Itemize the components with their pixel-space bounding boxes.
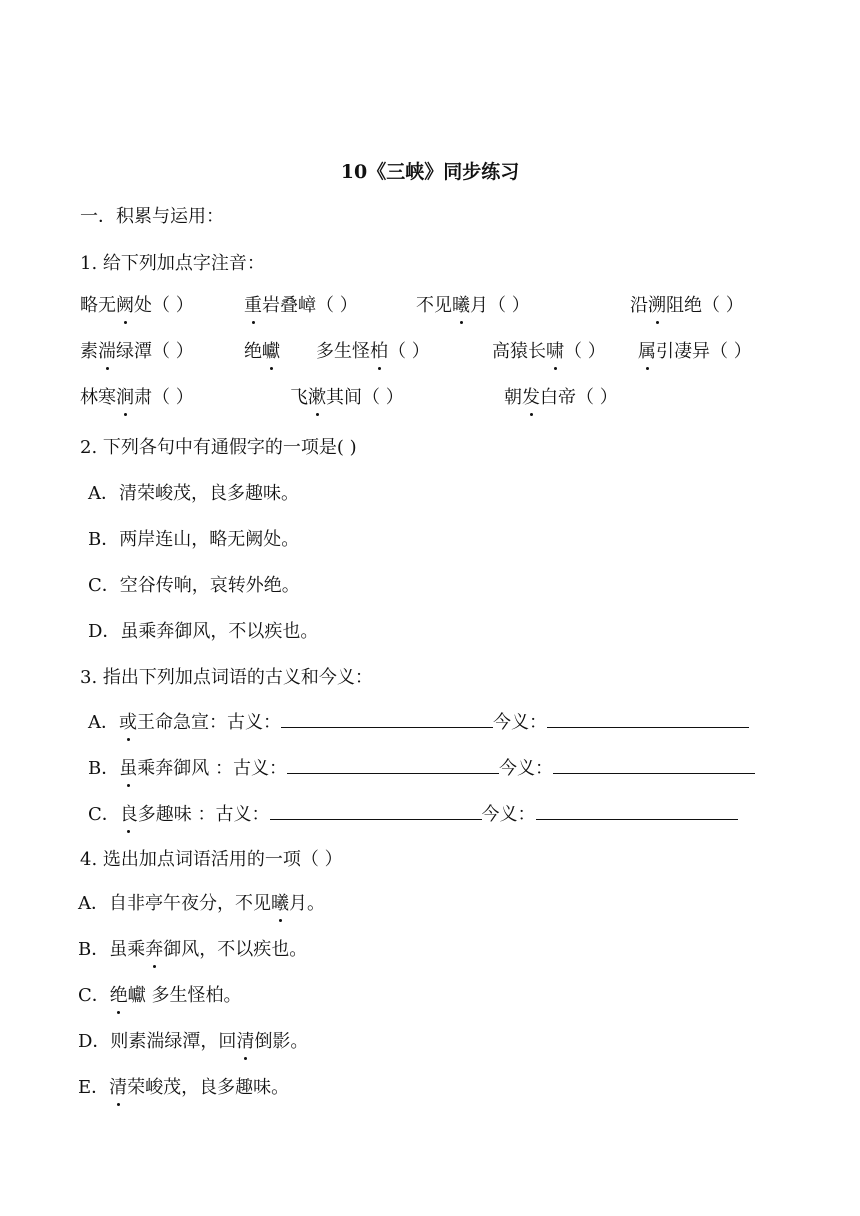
q4-option-a: A．自非亭午夜分，不见曦月。 — [78, 893, 325, 914]
dotted-char: 湍 — [98, 341, 116, 362]
dotted-char: 溯 — [648, 295, 666, 316]
q3-item-c: C．良多趣味 ：古义： 今义： — [88, 801, 738, 827]
dotted-char: 清 — [109, 1077, 128, 1098]
dotted-char: 漱 — [308, 387, 326, 408]
answer-blank[interactable] — [553, 755, 755, 774]
q3-item-a: A．或王命急宣：古义： 今义： — [88, 709, 749, 735]
answer-blank[interactable] — [536, 801, 738, 820]
answer-blank[interactable] — [281, 709, 493, 728]
option-a: A．清荣峻茂，良多趣味。 — [88, 483, 299, 504]
q4-option-b: B．虽乘奔御风，不以疾也。 — [78, 939, 308, 960]
dotted-char: 发 — [522, 387, 540, 408]
dotted-char: 涧 — [116, 387, 134, 408]
option-c: C．空谷传响，哀转外绝。 — [88, 575, 300, 596]
q4-option-d: D．则素湍绿潭，回清倒影。 — [78, 1031, 309, 1052]
pinyin-item: 朝发白帝（ ） — [504, 387, 618, 408]
dotted-char: 奔 — [145, 939, 164, 960]
question-2-stem: 2. 下列各句中有通假字的一项是( ) — [80, 437, 357, 458]
pinyin-item: 略无阙处（ ） — [80, 295, 194, 316]
q4-option-e: E．清荣峻茂，良多趣味。 — [78, 1077, 290, 1098]
dotted-char: 重 — [244, 295, 262, 316]
dotted-char: 虽 — [119, 758, 138, 779]
question-1-stem: 1. 给下列加点字注音： — [80, 253, 265, 274]
dotted-char: 绝 — [109, 985, 128, 1006]
pinyin-item: 素湍绿潭（ ） — [80, 341, 194, 362]
dotted-char: 良 — [119, 804, 138, 825]
dotted-char: 阙 — [116, 295, 134, 316]
answer-blank[interactable] — [287, 755, 499, 774]
question-3-stem: 3. 指出下列加点词语的古义和今义： — [80, 667, 373, 688]
dotted-char: 清 — [236, 1031, 255, 1052]
dotted-char: 属 — [638, 341, 656, 362]
option-d: D．虽乘奔御风，不以疾也。 — [88, 621, 319, 642]
dotted-char: 曦 — [452, 295, 470, 316]
pinyin-item: 重岩叠嶂（ ） — [244, 295, 358, 316]
dotted-char: 柏 — [370, 341, 388, 362]
pinyin-item: 属引凄异（ ） — [638, 341, 752, 362]
pinyin-item: 绝巘 — [244, 341, 280, 362]
page-title: 10《三峡》同步练习 — [340, 161, 520, 183]
option-b: B．两岸连山，略无阙处。 — [88, 529, 300, 550]
pinyin-item: 沿溯阻绝（ ） — [630, 295, 744, 316]
pinyin-item: 不见曦月（ ） — [416, 295, 530, 316]
dotted-char: 啸 — [546, 341, 564, 362]
dotted-char: 巘 — [262, 341, 280, 362]
dotted-char: 或 — [119, 712, 137, 733]
section-heading: 一．积累与运用： — [80, 206, 224, 227]
answer-blank[interactable] — [547, 709, 749, 728]
pinyin-item: 飞漱其间（ ） — [290, 387, 404, 408]
pinyin-item: 多生怪柏（ ） — [316, 341, 430, 362]
answer-blank[interactable] — [270, 801, 482, 820]
question-4-stem: 4. 选出加点词语活用的一项（ ） — [80, 849, 343, 870]
q4-option-c: C．绝巘 多生怪柏。 — [78, 985, 242, 1006]
pinyin-item: 高猿长啸（ ） — [492, 341, 606, 362]
pinyin-item: 林寒涧肃（ ） — [80, 387, 194, 408]
dotted-char: 曦 — [271, 893, 289, 914]
q3-item-b: B．虽乘奔御风 ：古义： 今义： — [88, 755, 755, 781]
